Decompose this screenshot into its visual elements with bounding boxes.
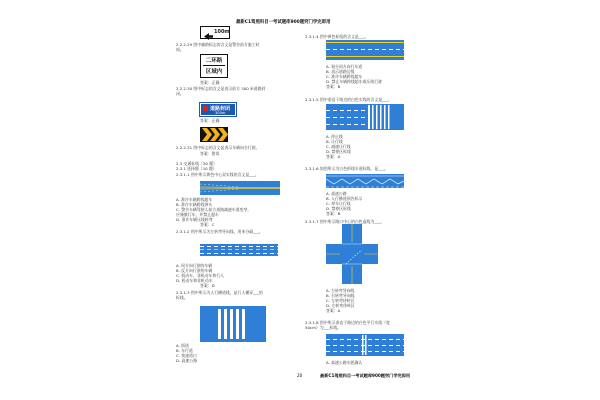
answer-312: 答案：D — [200, 283, 215, 288]
sign-closed-dist: 300m — [215, 111, 226, 115]
answer-315: 答案：A — [326, 154, 341, 159]
q311-text: 2.3.1.1 图中所示黄色中心双实线的含义是___。 — [176, 172, 259, 177]
q311-option-a: A. 准许车辆跨线超车 — [176, 197, 213, 202]
q315-road-image — [326, 104, 404, 130]
subsection-heading: 2.3.1 选择题（10 题） — [176, 166, 217, 171]
q314-road-image — [326, 40, 404, 60]
q318-line1: 2.3.1.8 图中所示垂直于路边的白色平行实线（宽 — [305, 320, 390, 325]
ring-road-area-sign — [200, 54, 228, 78]
answer-316: 答案：B — [326, 211, 341, 216]
q230-line1: 2.2.2.30 图中标志的含义是表示前方 300 米道路封 — [176, 86, 266, 91]
q315-option-c: C. 减速让行线 — [326, 144, 351, 149]
sign-100m-label: 100m — [214, 29, 230, 35]
sign-closed-text: 道路封闭 — [210, 106, 231, 112]
q313-line1: 2.3.1.3 图中所示为人行横道线，是行人横穿___的 — [176, 290, 263, 295]
answer-317: 答案：A — [326, 308, 341, 313]
q229-line1: 2.2.2.29 图中辅助标志的含义是警告前方施工时 — [176, 42, 260, 47]
closed-icon — [203, 106, 208, 111]
auxiliary-100m-sign — [200, 26, 230, 39]
answer-311: 答案：C — [200, 222, 215, 227]
sign-ring-line1: 二环路 — [205, 58, 223, 64]
answer-314: 答案：B — [326, 84, 341, 89]
q318-road-image — [326, 334, 404, 356]
answer-231: 答案：错误 — [200, 151, 220, 156]
q311-option-c-line1: C. 警告车辆驾驶人前方道路减速车道变窄， — [176, 207, 252, 212]
q311-option-b: B. 准许车辆跨线掉头 — [176, 202, 213, 207]
q315-option-d: D. 禁停区标线 — [326, 149, 351, 154]
q317-option-c: C. 左转弯待转区 — [326, 298, 355, 303]
q317-intersection-image — [326, 224, 378, 284]
q313-option-b: B. 车行道 — [176, 348, 193, 353]
q314-option-d: D. 禁止车辆跨线超车或压线行驶 — [326, 79, 383, 84]
section-heading: 2.3 交通标线（30 题） — [176, 161, 217, 166]
q313-crosswalk-image — [200, 306, 266, 342]
q311-option-d: D. 准许车辆压线转弯 — [176, 217, 213, 222]
q316-text: 2.3.1.6 如图所示为白色折线车道标线，是___。 — [305, 166, 388, 171]
road-closed-sign — [200, 103, 236, 116]
q313-option-a: A. 街道 — [176, 343, 189, 348]
q318-option-a: A. 高速公路车距确认 — [326, 360, 363, 365]
q312-road-image — [200, 244, 278, 256]
q312-option-d: D. 机动车和非机动车 — [176, 278, 213, 283]
page-number: 20 — [297, 373, 303, 378]
chevron-direction-sign — [200, 127, 228, 142]
answer-ring: 答案：正确 — [200, 80, 220, 85]
page-header: 最新C1驾照科目一考试题库900题窍门学完即用 — [236, 20, 331, 25]
answer-230: 答案：正确 — [200, 118, 220, 123]
q314-option-a: A. 划分同方向行车道 — [326, 64, 363, 69]
q311-option-c-line2: 应谨慎行车，并禁止超车 — [176, 212, 219, 217]
q312-option-c: C. 机动车、非机动车和行人 — [176, 273, 224, 278]
q314-option-c: C. 准许车辆跨线超车 — [326, 74, 363, 79]
chevron-icon — [200, 127, 228, 142]
q316-option-b: B. 人行横道预告标示 — [326, 196, 363, 201]
q316-option-c: C. 停车让行线 — [326, 201, 351, 206]
q312-text: 2.3.1.2 图中所示为左转弯导向线，用来分隔___。 — [176, 229, 263, 234]
q317-option-b: B. 右转弯导向线 — [326, 293, 355, 298]
q317-option-a: A. 左转弯导向线 — [326, 288, 355, 293]
sign-ring-line2: 区域内 — [205, 69, 223, 75]
q313-line2: 标线。 — [176, 295, 188, 300]
q317-option-d: D. 左转弯待转区 — [326, 303, 355, 308]
q316-option-a: A. 高速公路 — [326, 191, 347, 196]
q311-road-image — [200, 180, 280, 194]
q313-option-c: C. 快速道口 — [176, 353, 197, 358]
q316-option-d: D. 禁停区标线 — [326, 206, 351, 211]
q230-line2: 闭。 — [176, 91, 184, 96]
q316-road-image — [326, 174, 404, 188]
q317-text: 2.3.1.7 图中所示路口中心的白色虚线为___。 — [305, 219, 385, 224]
q229-line2: 间。 — [176, 47, 184, 52]
q315-text: 2.3.1.5 图中垂直于路边的白色实线的含义是___。 — [305, 97, 392, 102]
q231-line1: 2.2.2.31 图中标志的含义是表示车辆向右行驶。 — [176, 145, 260, 150]
q314-text: 2.3.1.4 图中黄色标线的含义是___。 — [305, 34, 369, 39]
q312-option-b: B. 反方向行驶的车辆 — [176, 268, 213, 273]
page-footer: 最新C1驾照科目一考试题库900题窍门学完即用 — [320, 373, 411, 378]
q314-option-b: B. 表示道路边缘 — [326, 69, 355, 74]
q315-option-b: B. 让行线 — [326, 139, 343, 144]
q313-option-d: D. 高速公路 — [176, 358, 198, 363]
q318-line2: 50cm）为___标线。 — [305, 325, 342, 330]
q315-option-a: A. 停止线 — [326, 134, 343, 139]
q312-option-a: A. 同方向行驶的车辆 — [176, 263, 213, 268]
